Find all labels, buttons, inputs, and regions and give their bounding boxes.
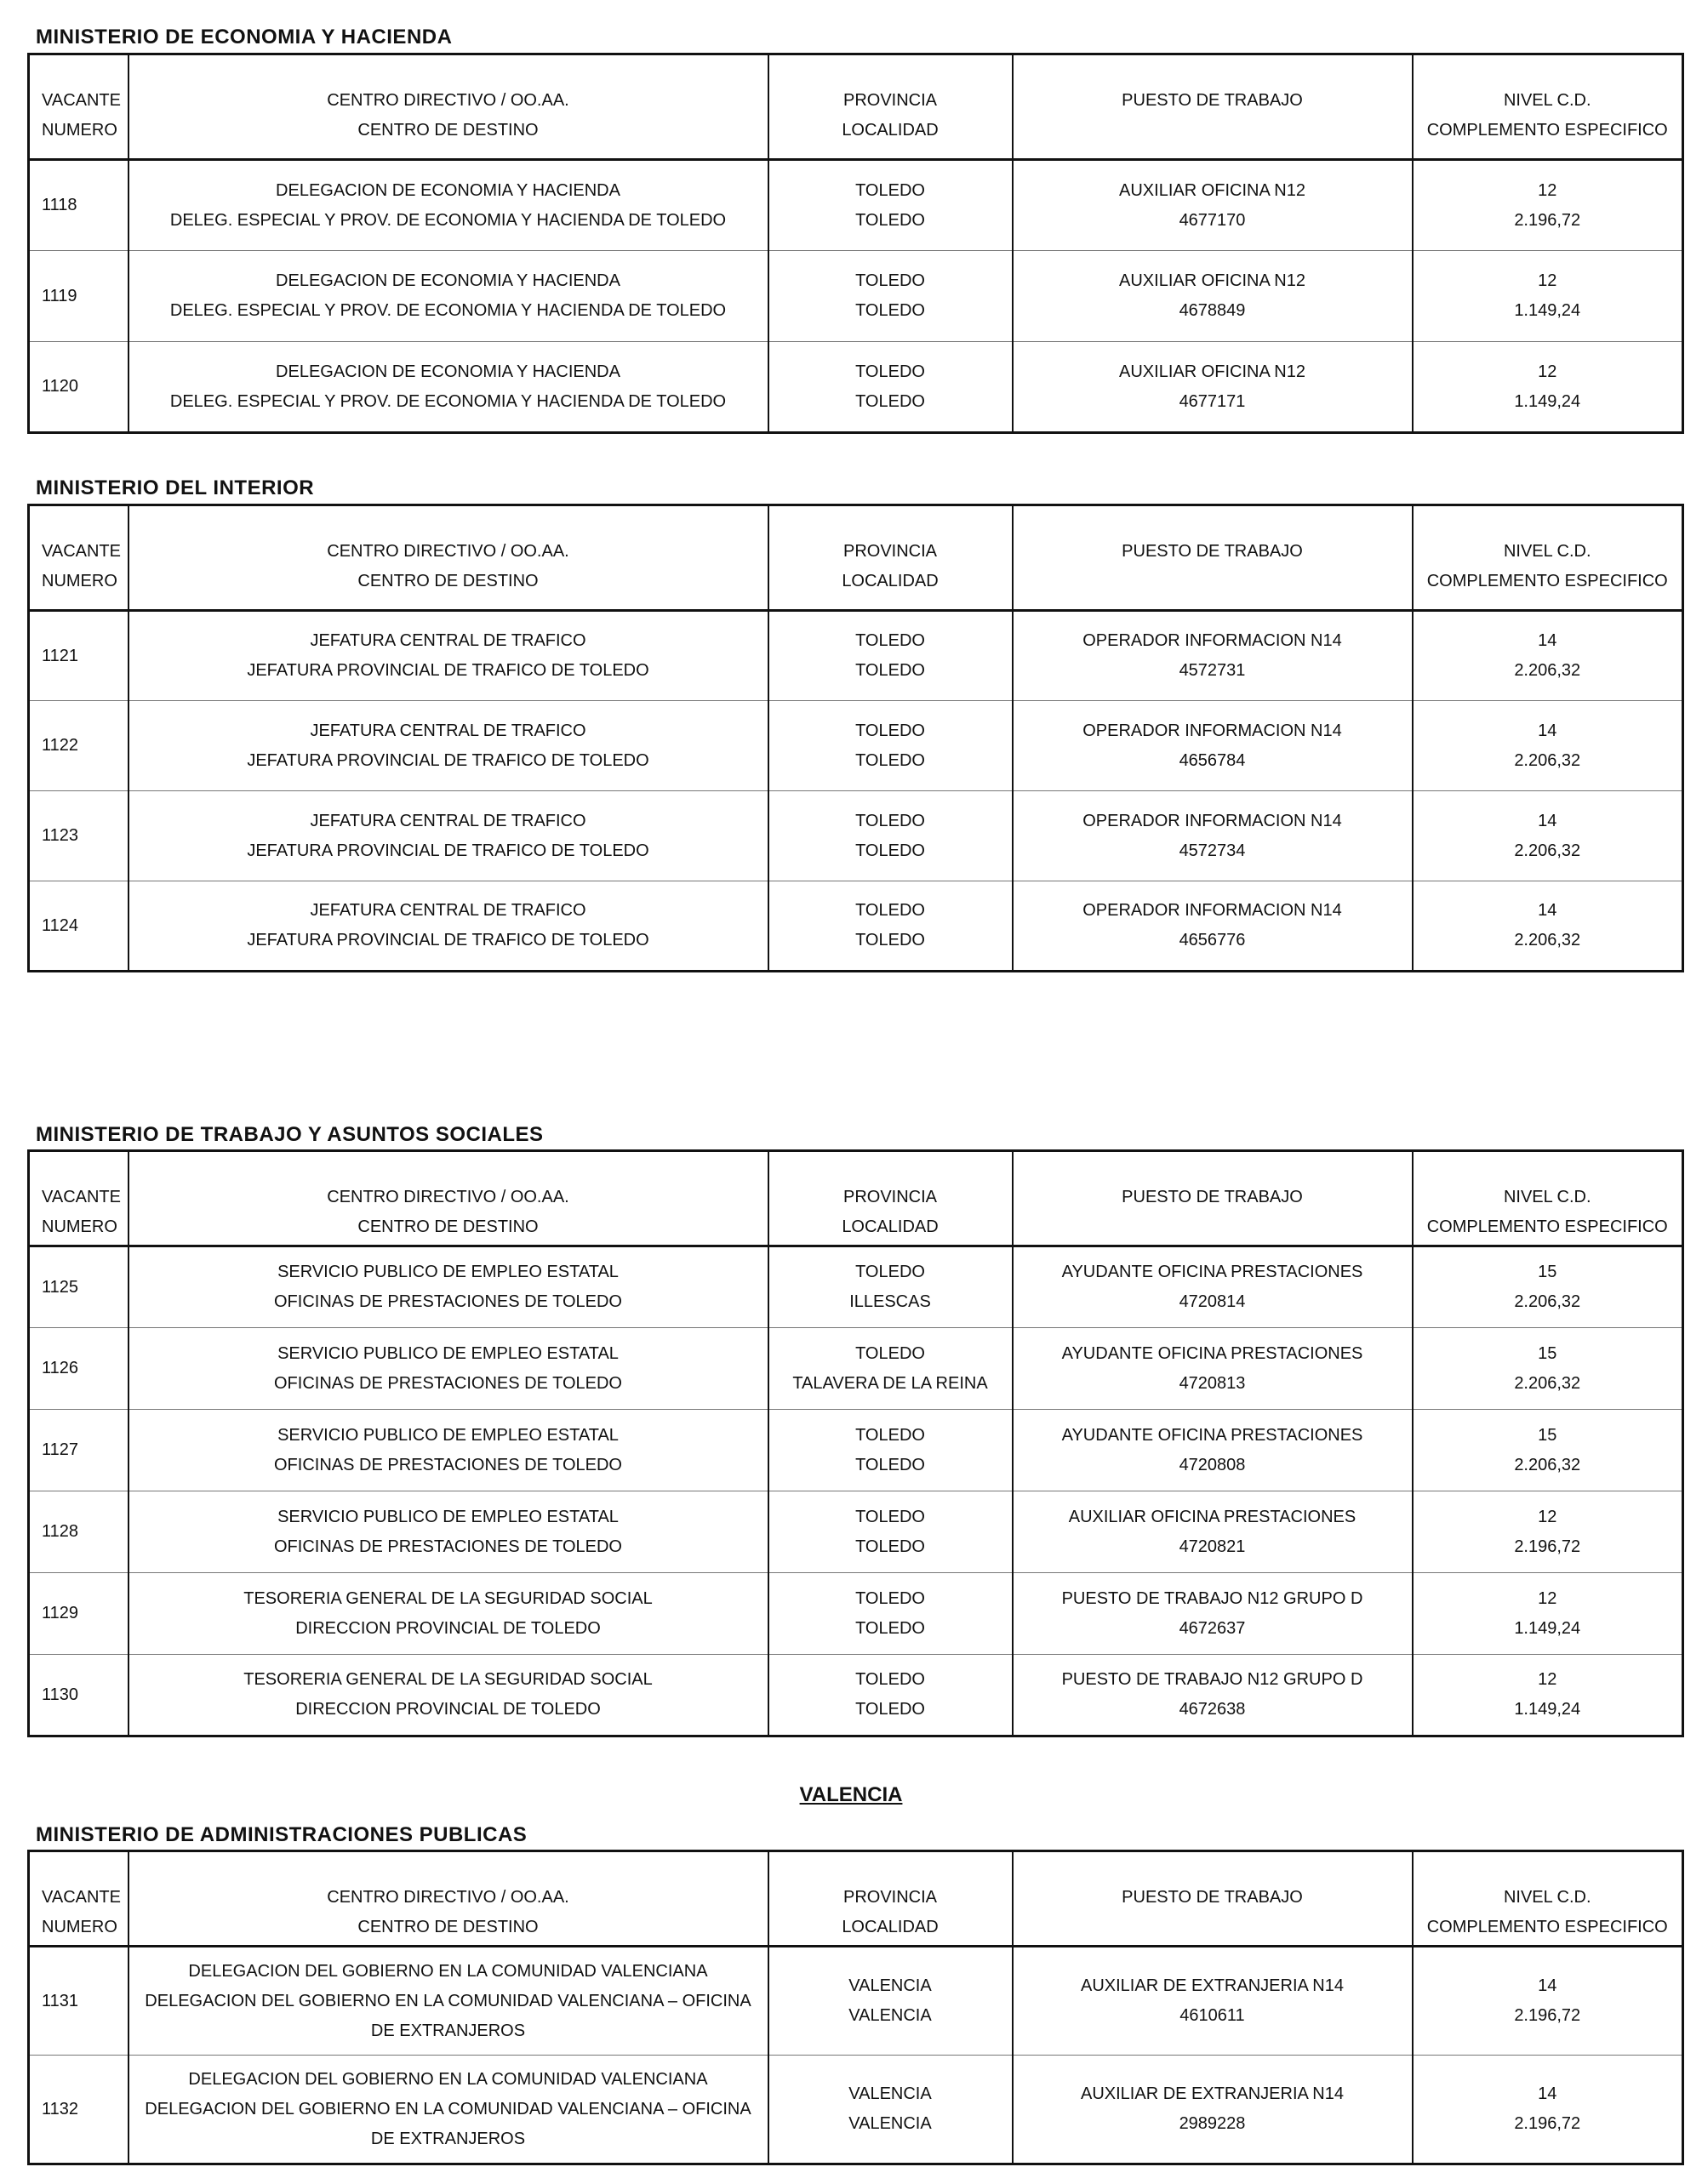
puesto-trabajo: AUXILIAR DE EXTRANJERIA N14 — [1081, 2084, 1344, 2103]
header-label: CENTRO DIRECTIVO / OO.AA. — [327, 542, 569, 561]
puesto-header — [1013, 1851, 1413, 1947]
header-label: CENTRO DIRECTIVO / OO.AA. — [327, 1888, 569, 1907]
table-row — [29, 2056, 1683, 2164]
vacante-number-value: 1130 — [42, 1685, 79, 1704]
centro-directivo: JEFATURA CENTRAL DE TRAFICO — [310, 901, 586, 920]
provincia: TOLEDO — [855, 631, 925, 650]
nivel-cd: 15 — [1538, 1263, 1557, 1281]
provincia: TOLEDO — [855, 1425, 925, 1445]
puesto-codigo: 4672637 — [1179, 1618, 1246, 1638]
centro-destino: DELEGACION DEL GOBIERNO EN LA COMUNIDAD VALENCIANA – OFICINA — [145, 2099, 751, 2118]
provincia-cell — [768, 342, 1013, 433]
provincia: TOLEDO — [855, 271, 925, 290]
vacante-number-value: 1123 — [42, 826, 79, 845]
vacante-number — [29, 342, 129, 433]
centro-directivo: JEFATURA CENTRAL DE TRAFICO — [310, 811, 586, 830]
header-label: LOCALIDAD — [842, 572, 939, 590]
centro-destino: OFICINAS DE PRESTACIONES DE TOLEDO — [274, 1292, 622, 1311]
centro-directivo: DELEGACION DEL GOBIERNO EN LA COMUNIDAD VALENCIANA — [188, 1961, 708, 1981]
provincia-cell — [768, 791, 1013, 881]
centro-destino: DELEG. ESPECIAL Y PROV. DE ECONOMIA Y HACIENDA DE TOLEDO — [169, 391, 727, 411]
nivel-cd: 14 — [1538, 721, 1557, 740]
header-label: CENTRO DIRECTIVO / OO.AA. — [327, 91, 569, 110]
centro-cell — [129, 160, 768, 251]
header-label: NIVEL C.D. — [1503, 1888, 1591, 1907]
header-label: PUESTO DE TRABAJO — [1122, 91, 1303, 110]
vacante-number — [29, 1491, 129, 1573]
puesto-trabajo: AYUDANTE OFICINA PRESTACIONES — [1061, 1263, 1363, 1281]
puesto-header — [1013, 54, 1413, 160]
header-row — [29, 1151, 1683, 1246]
puesto-trabajo: OPERADOR INFORMACION N14 — [1082, 901, 1342, 920]
vacante-numero-header — [29, 54, 129, 160]
provincia-cell — [768, 1947, 1013, 2056]
header-label: NUMERO — [42, 121, 117, 140]
puesto-codigo: 4656784 — [1179, 750, 1246, 770]
puesto-cell — [1013, 1246, 1413, 1328]
vacante-numero-header — [29, 1851, 129, 1947]
centro-header — [129, 1851, 768, 1947]
header-label: PROVINCIA — [842, 542, 938, 561]
header-label: PUESTO DE TRABAJO — [1122, 542, 1303, 561]
vacante-number-value: 1128 — [42, 1522, 79, 1541]
section-title: MINISTERIO DE TRABAJO Y ASUNTOS SOCIALES — [36, 1123, 544, 1146]
table-row — [29, 701, 1683, 791]
localidad: TOLEDO — [855, 391, 925, 411]
provincia-cell — [768, 881, 1013, 972]
vacante-number — [29, 881, 129, 972]
puesto-codigo: 4720808 — [1179, 1455, 1246, 1474]
header-label: PROVINCIA — [842, 1888, 938, 1907]
vacante-number-value: 1127 — [42, 1440, 79, 1459]
provincia-cell — [768, 1655, 1013, 1736]
header-label: VACANTE — [42, 1188, 121, 1206]
complemento-especifico: 2.196,72 — [1514, 2114, 1581, 2133]
puesto-trabajo: PUESTO DE TRABAJO N12 GRUPO D — [1061, 1588, 1363, 1608]
table-row — [29, 160, 1683, 251]
nivel-cell — [1413, 1947, 1683, 2056]
nivel-cd: 14 — [1538, 901, 1557, 920]
header-label: NUMERO — [42, 1217, 117, 1236]
vacante-number — [29, 1573, 129, 1655]
provincia: TOLEDO — [855, 901, 925, 920]
header-label: VACANTE — [42, 542, 121, 561]
puesto-codigo: 4720821 — [1179, 1537, 1246, 1556]
puesto-codigo: 2989228 — [1179, 2114, 1246, 2133]
centro-cell — [129, 791, 768, 881]
centro-directivo: TESORERIA GENERAL DE LA SEGURIDAD SOCIAL — [243, 1670, 653, 1689]
nivel-cd: 12 — [1538, 271, 1557, 290]
complemento-especifico: 2.206,32 — [1514, 750, 1581, 770]
provincia: TOLEDO — [855, 1588, 925, 1608]
section-title: MINISTERIO DEL INTERIOR — [36, 476, 315, 499]
puesto-trabajo: AUXILIAR DE EXTRANJERIA N14 — [1081, 1976, 1344, 1995]
nivel-cell — [1413, 611, 1683, 701]
nivel-cell — [1413, 2056, 1683, 2164]
centro-cell — [129, 1410, 768, 1491]
provincia-cell — [768, 701, 1013, 791]
nivel-header — [1413, 54, 1683, 160]
nivel-cell — [1413, 1655, 1683, 1736]
puesto-cell — [1013, 342, 1413, 433]
puesto-trabajo: PUESTO DE TRABAJO N12 GRUPO D — [1061, 1670, 1363, 1689]
puesto-header — [1013, 505, 1413, 611]
header-label: NUMERO — [42, 572, 117, 590]
centro-cell — [129, 1655, 768, 1736]
table-row — [29, 1655, 1683, 1736]
puesto-codigo: 4678849 — [1179, 301, 1246, 320]
nivel-cd: 14 — [1538, 2084, 1557, 2103]
puesto-trabajo: AUXILIAR OFICINA N12 — [1119, 180, 1305, 200]
provincia: TOLEDO — [855, 1507, 925, 1526]
nivel-cell — [1413, 342, 1683, 433]
provincia: TOLEDO — [855, 721, 925, 740]
puesto-trabajo: AYUDANTE OFICINA PRESTACIONES — [1061, 1425, 1363, 1445]
localidad: TOLEDO — [855, 750, 925, 770]
vacante-number — [29, 251, 129, 342]
header-label: VACANTE — [42, 1888, 121, 1907]
nivel-cd: 15 — [1538, 1343, 1557, 1363]
vacante-number — [29, 1328, 129, 1410]
centro-cell — [129, 1573, 768, 1655]
puesto-cell — [1013, 1410, 1413, 1491]
centro-directivo: TESORERIA GENERAL DE LA SEGURIDAD SOCIAL — [243, 1588, 653, 1608]
nivel-cd: 14 — [1538, 811, 1557, 830]
provincia-cell — [768, 1328, 1013, 1410]
centro-destino: DELEG. ESPECIAL Y PROV. DE ECONOMIA Y HACIENDA DE TOLEDO — [169, 301, 727, 320]
provincia: VALENCIA — [848, 1976, 932, 1995]
centro-cell — [129, 1947, 768, 2056]
centro-cell — [129, 701, 768, 791]
provincia-cell — [768, 1491, 1013, 1573]
localidad: TOLEDO — [855, 661, 925, 680]
puesto-trabajo: AUXILIAR OFICINA N12 — [1119, 271, 1305, 290]
nivel-cell — [1413, 251, 1683, 342]
puesto-cell — [1013, 701, 1413, 791]
table-row — [29, 1410, 1683, 1491]
table-row — [29, 1491, 1683, 1573]
centro-cell — [129, 251, 768, 342]
nivel-cell — [1413, 1328, 1683, 1410]
vacante-number-value: 1121 — [42, 646, 79, 665]
centro-destino: OFICINAS DE PRESTACIONES DE TOLEDO — [274, 1455, 622, 1474]
centro-directivo: JEFATURA CENTRAL DE TRAFICO — [310, 631, 586, 650]
provincia-header — [768, 54, 1013, 160]
puesto-cell — [1013, 881, 1413, 972]
vacante-number — [29, 1655, 129, 1736]
localidad: TOLEDO — [855, 1537, 925, 1556]
centro-destino: JEFATURA PROVINCIAL DE TRAFICO DE TOLEDO — [247, 841, 649, 860]
nivel-cell — [1413, 791, 1683, 881]
centro-destino-cont: DE EXTRANJEROS — [370, 2129, 526, 2148]
localidad: TOLEDO — [855, 1618, 925, 1638]
complemento-especifico: 2.196,72 — [1514, 2006, 1581, 2025]
centro-directivo: SERVICIO PUBLICO DE EMPLEO ESTATAL — [277, 1507, 619, 1526]
header-label: NUMERO — [42, 1918, 117, 1936]
vacante-numero-header — [29, 505, 129, 611]
centro-directivo: DELEGACION DE ECONOMIA Y HACIENDA — [276, 180, 620, 200]
vacante-number — [29, 611, 129, 701]
centro-cell — [129, 342, 768, 433]
vacante-number-value: 1122 — [42, 736, 79, 755]
localidad: VALENCIA — [848, 2006, 932, 2025]
vacancies-table — [27, 1149, 1684, 1737]
provincia-header — [768, 1851, 1013, 1947]
vacante-number-value: 1120 — [42, 377, 79, 396]
nivel-header — [1413, 505, 1683, 611]
nivel-cell — [1413, 160, 1683, 251]
vacante-number — [29, 2056, 129, 2164]
localidad: TOLEDO — [855, 1455, 925, 1474]
nivel-header — [1413, 1151, 1683, 1246]
header-label: NIVEL C.D. — [1503, 542, 1591, 561]
puesto-codigo: 4656776 — [1179, 931, 1246, 949]
centro-directivo: DELEGACION DE ECONOMIA Y HACIENDA — [276, 271, 620, 290]
complemento-especifico: 2.206,32 — [1514, 1455, 1581, 1474]
header-label: CENTRO DE DESTINO — [357, 1217, 539, 1236]
vacante-number — [29, 1246, 129, 1328]
header-label: PUESTO DE TRABAJO — [1122, 1888, 1303, 1907]
localidad: ILLESCAS — [849, 1292, 931, 1311]
vacante-number-value: 1124 — [42, 915, 79, 935]
header-row — [29, 505, 1683, 611]
localidad: TOLEDO — [855, 301, 925, 320]
complemento-especifico: 1.149,24 — [1514, 391, 1581, 411]
provincia-cell — [768, 1573, 1013, 1655]
puesto-codigo: 4572731 — [1179, 661, 1246, 680]
section-title: MINISTERIO DE ECONOMIA Y HACIENDA — [36, 26, 453, 48]
provincia: TOLEDO — [855, 362, 925, 381]
centro-directivo: DELEGACION DEL GOBIERNO EN LA COMUNIDAD VALENCIANA — [188, 2069, 708, 2089]
complemento-especifico: 1.149,24 — [1514, 1700, 1581, 1719]
vacancies-table — [27, 1850, 1684, 2165]
table-row — [29, 1328, 1683, 1410]
header-label: CENTRO DIRECTIVO / OO.AA. — [327, 1188, 569, 1206]
nivel-cd: 12 — [1538, 362, 1557, 381]
localidad: TALAVERA DE LA REINA — [792, 1373, 988, 1393]
provincia-cell — [768, 251, 1013, 342]
nivel-cd: 14 — [1538, 631, 1557, 650]
localidad: TOLEDO — [855, 931, 925, 949]
provincia-cell — [768, 1410, 1013, 1491]
centro-directivo: SERVICIO PUBLICO DE EMPLEO ESTATAL — [277, 1343, 619, 1363]
centro-destino: DELEGACION DEL GOBIERNO EN LA COMUNIDAD VALENCIANA – OFICINA — [145, 1991, 751, 2010]
header-label: COMPLEMENTO ESPECIFICO — [1426, 572, 1668, 590]
provincia-header — [768, 1151, 1013, 1246]
centro-destino: JEFATURA PROVINCIAL DE TRAFICO DE TOLEDO — [247, 750, 649, 770]
nivel-cell — [1413, 1573, 1683, 1655]
centro-directivo: SERVICIO PUBLICO DE EMPLEO ESTATAL — [277, 1263, 619, 1281]
puesto-codigo: 4720814 — [1179, 1292, 1246, 1311]
header-row — [29, 54, 1683, 160]
complemento-especifico: 2.206,32 — [1514, 1373, 1581, 1393]
puesto-cell — [1013, 2056, 1413, 2164]
puesto-codigo: 4672638 — [1179, 1700, 1246, 1719]
centro-cell — [129, 611, 768, 701]
header-label: COMPLEMENTO ESPECIFICO — [1426, 121, 1668, 140]
nivel-cd: 14 — [1538, 1976, 1557, 1995]
provincia: VALENCIA — [848, 2084, 932, 2103]
provincia-cell — [768, 611, 1013, 701]
nivel-cell — [1413, 1491, 1683, 1573]
header-label: COMPLEMENTO ESPECIFICO — [1426, 1918, 1668, 1936]
puesto-cell — [1013, 611, 1413, 701]
vacante-number — [29, 791, 129, 881]
provincia: TOLEDO — [855, 180, 925, 200]
centro-destino: OFICINAS DE PRESTACIONES DE TOLEDO — [274, 1373, 622, 1393]
provincia-cell — [768, 2056, 1013, 2164]
centro-directivo: DELEGACION DE ECONOMIA Y HACIENDA — [276, 362, 620, 381]
vacante-number-value: 1125 — [42, 1277, 79, 1297]
header-label: LOCALIDAD — [842, 121, 939, 140]
provincia: TOLEDO — [855, 811, 925, 830]
nivel-cd: 12 — [1538, 1507, 1557, 1526]
puesto-trabajo: OPERADOR INFORMACION N14 — [1082, 811, 1342, 830]
provincia: TOLEDO — [855, 1343, 925, 1363]
vacante-number — [29, 701, 129, 791]
header-label: LOCALIDAD — [842, 1217, 939, 1236]
complemento-especifico: 1.149,24 — [1514, 1618, 1581, 1638]
vacante-number-value: 1126 — [42, 1359, 79, 1377]
table-row — [29, 342, 1683, 433]
centro-destino: JEFATURA PROVINCIAL DE TRAFICO DE TOLEDO — [247, 931, 649, 949]
header-row — [29, 1851, 1683, 1947]
localidad: TOLEDO — [855, 841, 925, 860]
table-row — [29, 1246, 1683, 1328]
header-label: CENTRO DE DESTINO — [357, 572, 539, 590]
header-label: PROVINCIA — [842, 1188, 938, 1206]
centro-header — [129, 505, 768, 611]
vacante-numero-header — [29, 1151, 129, 1246]
centro-cell — [129, 2056, 768, 2164]
centro-destino: OFICINAS DE PRESTACIONES DE TOLEDO — [274, 1537, 622, 1556]
centro-cell — [129, 881, 768, 972]
header-label: COMPLEMENTO ESPECIFICO — [1426, 1217, 1668, 1236]
header-label: PUESTO DE TRABAJO — [1122, 1188, 1303, 1206]
header-label: CENTRO DE DESTINO — [357, 121, 539, 140]
puesto-codigo: 4720813 — [1179, 1373, 1246, 1393]
centro-cell — [129, 1328, 768, 1410]
centro-cell — [129, 1246, 768, 1328]
region-title: VALENCIA — [799, 1783, 903, 1806]
complemento-especifico: 2.206,32 — [1514, 661, 1581, 680]
nivel-cd: 12 — [1538, 1588, 1557, 1608]
localidad: TOLEDO — [855, 210, 925, 230]
puesto-trabajo: AUXILIAR OFICINA PRESTACIONES — [1068, 1507, 1356, 1526]
localidad: VALENCIA — [848, 2114, 932, 2133]
vacante-number — [29, 160, 129, 251]
centro-directivo: SERVICIO PUBLICO DE EMPLEO ESTATAL — [277, 1425, 619, 1445]
provincia-cell — [768, 160, 1013, 251]
centro-destino: DIRECCION PROVINCIAL DE TOLEDO — [295, 1618, 601, 1638]
header-label: LOCALIDAD — [842, 1918, 939, 1936]
centro-destino: JEFATURA PROVINCIAL DE TRAFICO DE TOLEDO — [247, 661, 649, 680]
vacante-number-value: 1118 — [42, 196, 77, 214]
nivel-cell — [1413, 1246, 1683, 1328]
provincia: TOLEDO — [855, 1670, 925, 1689]
puesto-cell — [1013, 160, 1413, 251]
nivel-cell — [1413, 1410, 1683, 1491]
nivel-cd: 12 — [1538, 1670, 1557, 1689]
header-label: CENTRO DE DESTINO — [357, 1918, 539, 1936]
vacante-number-value: 1132 — [42, 2099, 79, 2118]
vacancies-table — [27, 53, 1684, 434]
localidad: TOLEDO — [855, 1700, 925, 1719]
nivel-cell — [1413, 701, 1683, 791]
puesto-cell — [1013, 1947, 1413, 2056]
section-title: MINISTERIO DE ADMINISTRACIONES PUBLICAS — [36, 1823, 528, 1846]
centro-header — [129, 1151, 768, 1246]
complemento-especifico: 1.149,24 — [1514, 301, 1581, 320]
nivel-header — [1413, 1851, 1683, 1947]
vacante-number-value: 1131 — [42, 1991, 79, 2010]
table-row — [29, 1573, 1683, 1655]
vacante-number — [29, 1410, 129, 1491]
puesto-trabajo: OPERADOR INFORMACION N14 — [1082, 721, 1342, 740]
puesto-cell — [1013, 1573, 1413, 1655]
nivel-cell — [1413, 881, 1683, 972]
vacante-number-value: 1129 — [42, 1604, 79, 1622]
header-label: NIVEL C.D. — [1503, 91, 1591, 110]
puesto-cell — [1013, 791, 1413, 881]
centro-destino-cont: DE EXTRANJEROS — [370, 2021, 526, 2040]
vacante-number — [29, 1947, 129, 2056]
centro-header — [129, 54, 768, 160]
centro-cell — [129, 1491, 768, 1573]
complemento-especifico: 2.196,72 — [1514, 210, 1581, 230]
puesto-trabajo: AYUDANTE OFICINA PRESTACIONES — [1061, 1343, 1363, 1363]
puesto-codigo: 4677171 — [1179, 391, 1246, 411]
puesto-header — [1013, 1151, 1413, 1246]
table-row — [29, 251, 1683, 342]
puesto-cell — [1013, 1491, 1413, 1573]
complemento-especifico: 2.196,72 — [1514, 1537, 1581, 1556]
header-label: PROVINCIA — [842, 91, 938, 110]
header-label: VACANTE — [42, 91, 121, 110]
puesto-trabajo: OPERADOR INFORMACION N14 — [1082, 631, 1342, 650]
puesto-cell — [1013, 1328, 1413, 1410]
puesto-cell — [1013, 251, 1413, 342]
provincia-cell — [768, 1246, 1013, 1328]
puesto-codigo: 4610611 — [1179, 2006, 1245, 2025]
provincia: TOLEDO — [855, 1263, 925, 1281]
table-row — [29, 611, 1683, 701]
provincia-header — [768, 505, 1013, 611]
nivel-cd: 15 — [1538, 1425, 1557, 1445]
table-row — [29, 881, 1683, 972]
puesto-trabajo: AUXILIAR OFICINA N12 — [1119, 362, 1305, 381]
complemento-especifico: 2.206,32 — [1514, 931, 1581, 949]
complemento-especifico: 2.206,32 — [1514, 1292, 1581, 1311]
puesto-codigo: 4572734 — [1179, 841, 1246, 860]
table-row — [29, 1947, 1683, 2056]
centro-destino: DIRECCION PROVINCIAL DE TOLEDO — [295, 1700, 601, 1719]
vacante-number-value: 1119 — [42, 286, 77, 305]
puesto-codigo: 4677170 — [1179, 210, 1246, 230]
complemento-especifico: 2.206,32 — [1514, 841, 1581, 860]
header-label: NIVEL C.D. — [1503, 1188, 1591, 1206]
puesto-cell — [1013, 1655, 1413, 1736]
nivel-cd: 12 — [1538, 180, 1557, 200]
centro-directivo: JEFATURA CENTRAL DE TRAFICO — [310, 721, 586, 740]
vacancies-table — [27, 504, 1684, 972]
centro-destino: DELEG. ESPECIAL Y PROV. DE ECONOMIA Y HACIENDA DE TOLEDO — [169, 210, 727, 230]
table-row — [29, 791, 1683, 881]
